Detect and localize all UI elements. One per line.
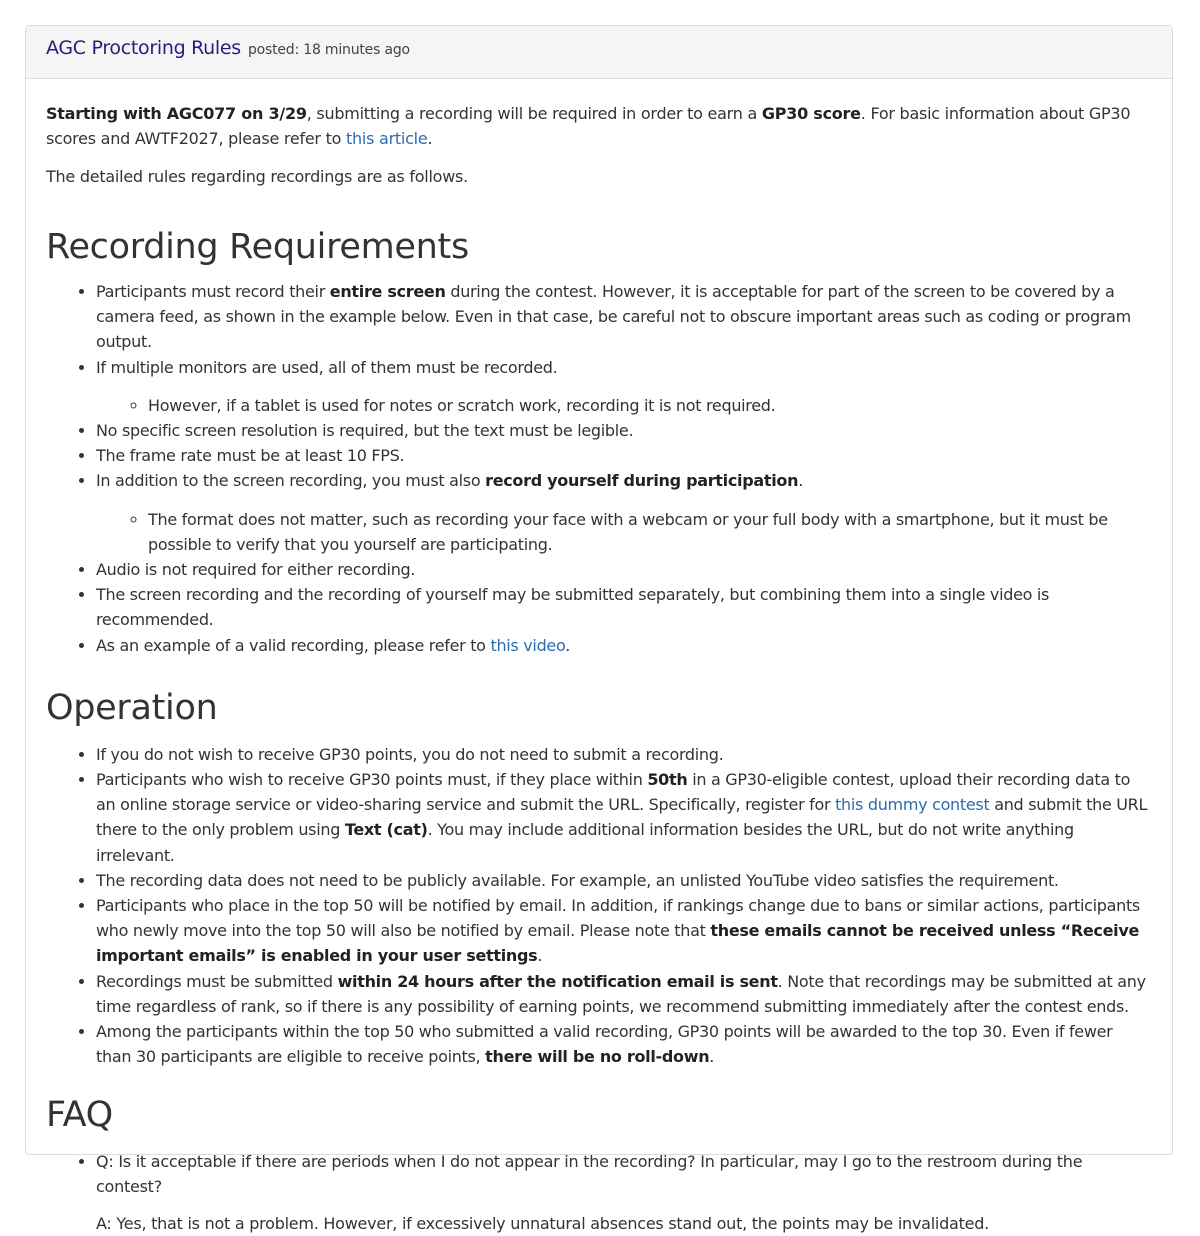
list-text: If multiple monitors are used, all of them must be recorded.	[96, 357, 558, 377]
list-item	[96, 355, 1152, 418]
posted-time: posted: 18 minutes ago	[247, 42, 410, 58]
list-item: • No specific screen resolution is required, but the text must be legible.	[96, 418, 1152, 443]
list-text: during the contest. However, it is acceptable for part of the screen to be covered by a camera feed, as shown in the example below. Even in that case, be careful not to obscure important areas such as coding or program output.	[96, 282, 1131, 352]
sub-list-item: ◦ The format does not matter, such as recording your face with a webcam or your full body with a smartphone, but it must be possible to verify that you yourself are participating.	[148, 507, 1152, 557]
intro-text-1: , submitting a recording will be required in order to earn a	[306, 104, 762, 123]
operation-heading: Operation	[46, 687, 218, 728]
list-text: and submit the URL there to the only problem using	[96, 795, 1148, 840]
list-text: .	[537, 946, 543, 966]
list-bold: within 24 hours after the notification email is sent	[337, 971, 778, 991]
post-header	[26, 26, 1172, 79]
list-text: .	[709, 1047, 715, 1067]
post-panel	[25, 25, 1173, 1234]
sub-list	[96, 507, 1152, 557]
list-item: • If you do not wish to receive GP30 points, you do not need to submit a recording.	[96, 742, 1152, 767]
intro-bold-start: Starting with AGC077 on 3/29	[46, 104, 307, 123]
list-text: Recordings must be submitted	[96, 971, 338, 991]
recording-requirements-heading: Recording Requirements	[46, 227, 469, 267]
list-item	[96, 279, 1152, 355]
list-bold: record yourself during participation	[485, 471, 799, 491]
intro-bold-gp30: GP30 score	[761, 104, 861, 123]
intro-paragraph-2: The detailed rules regarding recordings are as follows.	[46, 167, 468, 186]
list-item: • The frame rate must be at least 10 FPS.	[96, 443, 1152, 468]
list-bold: these emails cannot be received unless “Receive important emails” is enabled in your user settings	[96, 921, 1140, 966]
list-bold: 50th	[647, 770, 688, 790]
list-item: • The screen recording and the recording of yourself may be submitted separately, but combining them into a single video is recommended.	[96, 582, 1152, 632]
list-text: Participants who place in the top 50 will be notified by email. In addition, if rankings change due to bans or similar actions, participants who newly move into the top 50 will also be notified by email. Please note that	[96, 896, 1140, 941]
post-title-link[interactable]: AGC Proctoring Rules	[46, 37, 241, 59]
this-video-link[interactable]: this video	[490, 635, 566, 655]
this-article-link[interactable]: this article	[345, 129, 428, 148]
list-item: • Audio is not required for either recording.	[96, 557, 1152, 582]
list-text: . Note that recordings may be submitted at any time regardless of rank, so if there is any possibility of earning points, we recommend submitting immediately after the contest ends.	[96, 971, 1146, 1016]
faq-list	[46, 1149, 1152, 1236]
list-text: .	[565, 635, 570, 655]
list-text: . You may include additional information besides the URL, but do not write anything irrelevant.	[96, 820, 1074, 865]
dummy-contest-link[interactable]: this dummy contest	[835, 795, 990, 815]
recording-requirements-list	[46, 279, 1152, 658]
intro-paragraph	[46, 101, 1152, 151]
operation-list	[46, 742, 1152, 1070]
list-item	[96, 893, 1152, 969]
faq-heading: FAQ	[46, 1095, 113, 1136]
list-item: • The recording data does not need to be publicly available. For example, an unlisted YouTube video satisfies the requirement.	[96, 868, 1152, 893]
sub-list-item: ◦ However, if a tablet is used for notes or scratch work, recording it is not required.	[148, 393, 1152, 418]
intro-text-3: .	[427, 129, 433, 148]
list-text: in a GP30-eligible contest, upload their recording data to an online storage service or video-sharing service and submit the URL. Specifically, register for	[96, 770, 1131, 815]
list-item	[96, 1019, 1152, 1069]
faq-question: • Q: Is it acceptable if there are periods when I do not appear in the recording? In particular, may I go to the restroom during the contest?	[96, 1152, 1083, 1197]
list-text: As an example of a valid recording, please refer to	[96, 635, 491, 655]
list-text: Participants must record their	[96, 282, 330, 301]
faq-answer: A: Yes, that is not a problem. However, if excessively unnatural absences stand out, the points may be invalidated.	[96, 1214, 989, 1234]
list-text: .	[798, 471, 803, 491]
list-item	[96, 969, 1152, 1019]
list-text: Among the participants within the top 50 who submitted a valid recording, GP30 points will be awarded to the top 30. Even if fewer than 30 participants are eligible to receive points,	[96, 1022, 1113, 1067]
list-bold: entire screen	[329, 282, 446, 301]
list-text: Participants who wish to receive GP30 points must, if they place within	[96, 770, 648, 790]
list-text: In addition to the screen recording, you must also	[96, 471, 486, 491]
faq-item	[96, 1149, 1152, 1236]
intro-text-2: . For basic information about GP30 scores and AWTF2027, please refer to	[46, 104, 1131, 148]
list-item	[96, 468, 1152, 557]
list-bold: there will be no roll-down	[485, 1047, 710, 1067]
sub-list	[96, 393, 1152, 418]
post-body	[26, 79, 1172, 1236]
list-bold: Text (cat)	[344, 820, 428, 840]
list-item	[96, 633, 1152, 658]
list-item	[96, 767, 1152, 868]
